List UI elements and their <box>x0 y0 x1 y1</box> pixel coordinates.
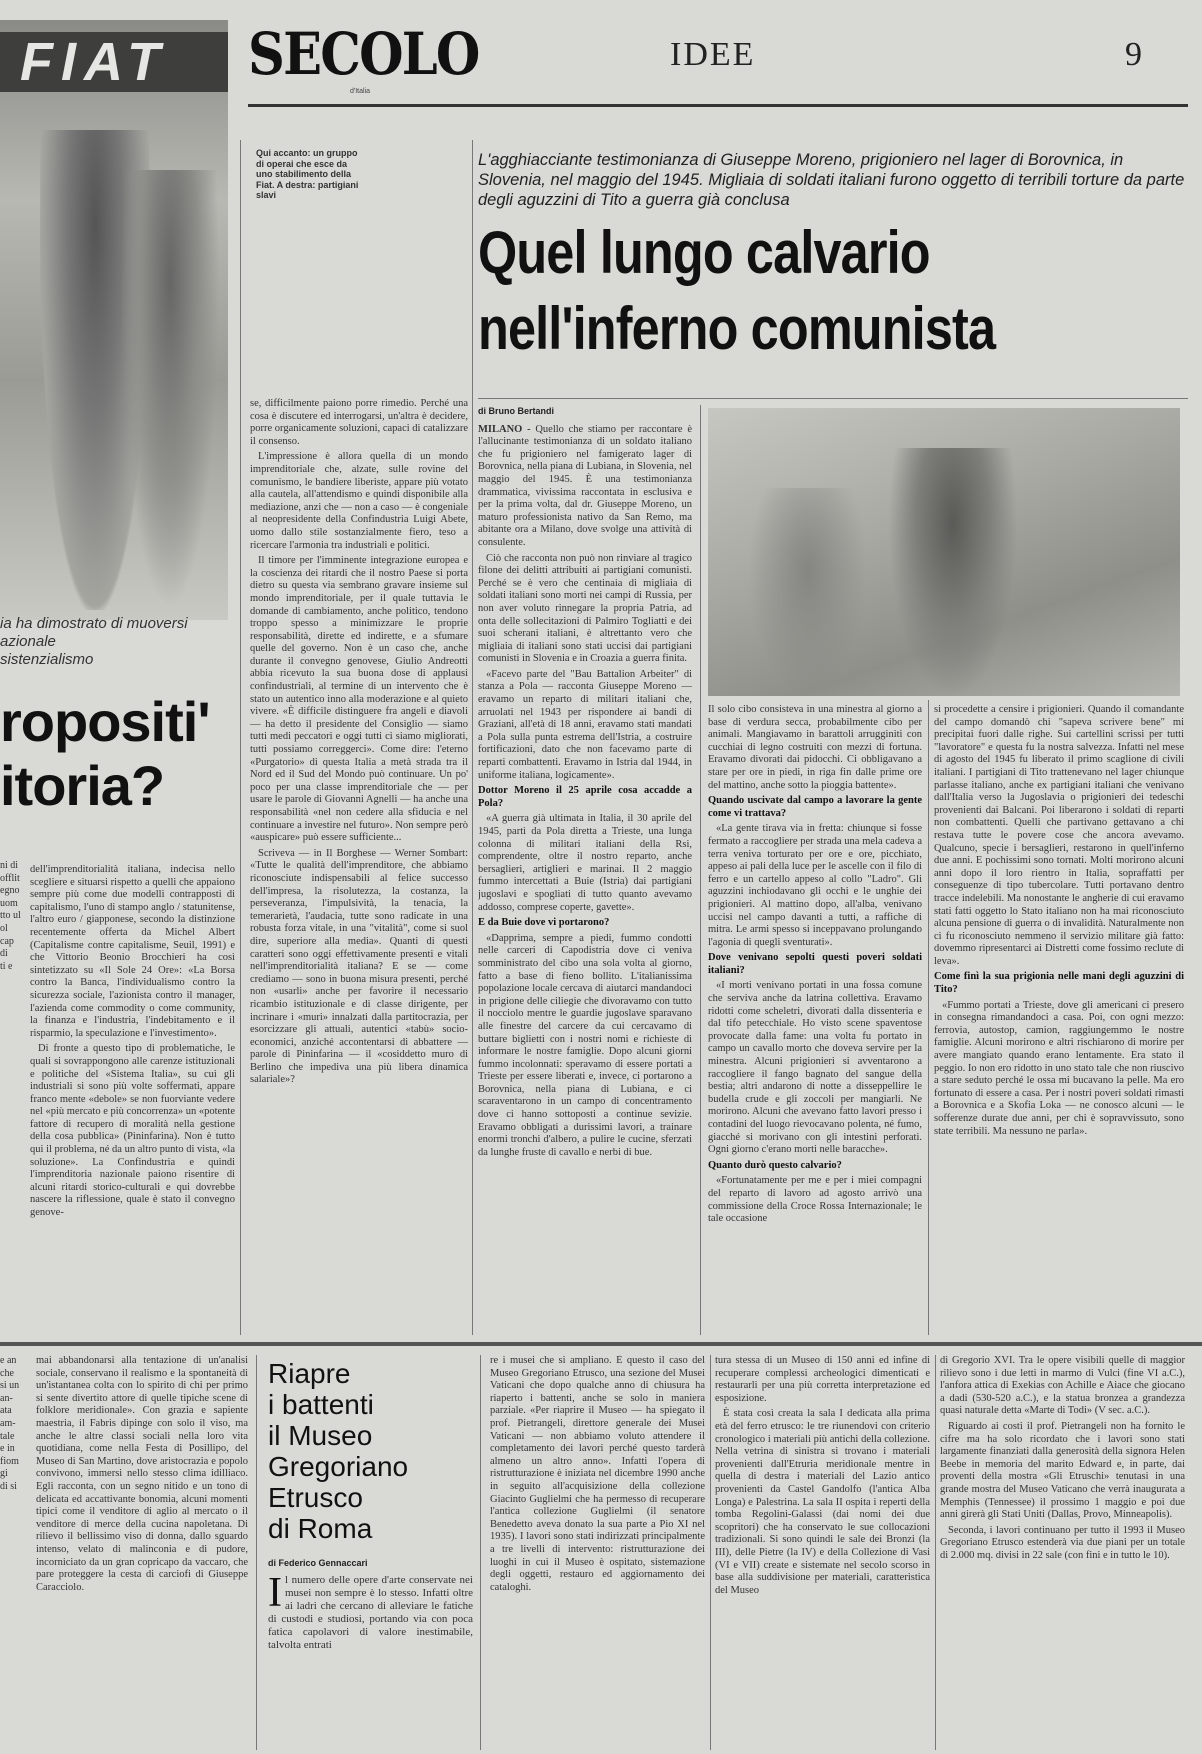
headline-line: nell'inferno comunista <box>478 295 996 362</box>
fragment: fiom <box>0 1455 19 1467</box>
opinion-column-b <box>30 864 235 1334</box>
paragraph: Il timore per l'imminente integrazione europea e la coscienza dei ritardi che il nostro Paese si porta dietro su questa via sembrano gravare insieme sul mondo imprenditoriale, per il quale tuttavia le domande di cambiamento, anche politico, tendono troppo spesso a minimizzare le proprie responsabilità, dirette ed indirette, e a sfumare quelle del governo. Non è un caso che, anche durante il convegno genovese, Giulio Andreotti abbia ricevuto la sua buona dose di applausi confindustriali, al termine di un intervento che è stato un autentico inno alla moderazione e al quieto vivere. «È difficile distinguere fra angeli e diavoli — ha detto il presidente del Consiglio — siamo tutti medi peccatori e oggi tutti ci siamo migliorati, tutti possiamo correggerci». Come dire: l'eterno «Purgatorio» di questa Italia a metà strada tra il Nord ed il Sud del Mondo può continuare. Un po' poco per una classe imprenditoriale che — per usare le parole di Giovanni Agnelli — ha anche una responsabilità «nel non cedere alla sfiducia e nel continuare a investire nel futuro». Non sempre però «auspicare» può essere sufficiente... <box>250 555 468 844</box>
headline-line: Riapre <box>268 1358 351 1389</box>
fragment: tale <box>0 1430 15 1442</box>
left-photo-workers <box>0 20 228 620</box>
paragraph: Ciò che racconta non può non rinviare al tragico filone dei delitti attribuiti ai partigiani comunisti. Perché se è vero che centinaia di migliaia di soldati italiani sono morti nei campi di Russia, per non aver voluto rinnegare la propria Patria, ad onta delle sollecitazioni di Palmiro Togliatti e dei suoi scherani italiani, è altrettanto vero che migliaia di italiani sono stati uccisi dai partigiani comunisti in Slovenia e in Croazia a guerra finita. <box>478 552 692 665</box>
main-column-1 <box>478 405 692 1335</box>
kicker-line: azionale <box>0 633 56 650</box>
paragraph: «Facevo parte del "Bau Battalion Arbeiter" di stanza a Pola — racconta Giuseppe Moreno — eravamo un reparto di militari italiani che, arruolati nel 1943 per rispondere ai bandi di Graziani, all'età di 18 anni, eravamo stati mandati a Pola sulla punta estrema dell'Istria, a costruire fortificazioni, dato che non facevamo parte di reparti combattenti. Eravamo in Istria dal 1944, in uniforme italiana, logicamente». <box>478 668 692 781</box>
headline-line: itoria? <box>0 754 165 817</box>
paragraph: Di fronte a questo tipo di problematiche, le quali si sovrappongono alle carenze istituzionali e politiche del «Sistema Italia», su cui gli industriali si sono più volte soffermati, appare franco mente «debole» se non fuorviante vedere nel «più mercato e più concorrenza» un «potente fattore di recupero di moralità nella gestione della cosa pubblica» (Pininfarina). Non è tutto qui il problema, né da un altro punto di vista, «la soluzione». La Confindustria e quindi l'imprenditoria nazionale paiono risentire di alcuni ritardi storico-culturali e qui dovrebbe nascere la riflessione, quale è stato il convegno genove- <box>30 1043 235 1219</box>
interview-question: Quanto durò questo calvario? <box>708 1159 842 1171</box>
fragment: e an <box>0 1355 17 1366</box>
fragment: che <box>0 1367 14 1379</box>
fragment: egno <box>0 885 20 897</box>
fragment: offlit <box>0 872 20 884</box>
paragraph: «La gente tirava via in fretta: chiunque si fosse fermato a raccogliere per strada una mela cadeva a terra veniva torturato per ore e ore, picchiato, appeso ai pali della luce per le ascelle con il filo di ferro e un cartello appeso al collo "Ladro". Gli aguzzini inchiodavano gli occhi e le unghie dei prigionieri. Al mattino dopo, all'alba, venivano uccisi nel campo davanti a tutti, a raffiche di mitra. Le armi spesso si inceppavano prolungando l'agonia di quegli sventurati». <box>708 823 922 948</box>
kicker-line: ia ha dimostrato di muoversi <box>0 615 188 632</box>
column-rule <box>700 405 701 1335</box>
paragraph: di Gregorio XVI. Tra le opere visibili quelle di maggior rilievo sono i due letti in marmo di Vulci (fine VI a.C.), l'anfora attica di Exekias con Achille e Aiace che giocano a dadi (530-520 a.C.), e la statua bronzea a grandezza quasi naturale detta «Marte di Todi» (V sec. a.C.). <box>940 1355 1185 1417</box>
museum-column-1 <box>490 1355 705 1750</box>
fragment: gi <box>0 1468 8 1480</box>
masthead-sub: d'Italia <box>350 88 371 95</box>
partisans-photo <box>708 408 1180 696</box>
fragment: di si <box>0 1480 17 1492</box>
dropcap: I <box>268 1574 282 1616</box>
column-rule <box>935 1355 936 1750</box>
paragraph: si procedette a censire i prigionieri. Quando il comandante del campo domandò chi "sapeva scrivere bene" mi precipitai fuori dalle righe. Sui cartellini scrissi per tutti "lavoratore" e questa fu la nostra salvezza. Infatti nel mese di agosto del 1945 fu liberato il primo scaglione di civili italiani. I partigiani di Tito trattenevano nel lager chiunque parlasse italiano, anche ex partigiani italiani che venivano dall'Italia verso la Jugoslavia o prigionieri dei tedeschi provenienti dai Balcani. Poi liberarono i soldati di reparti non combattenti. Quelli che partivano gettavano a chi restava tutte le povere cose che ancora avevamo. Qualcuno, specie i bersaglieri, restarono in quell'inferno due anni. E pochissimi sono tornati. Molti morirono alcuni anni dopo il loro rientro in Italia, sopraffatti per conseguenze di tipo tubercolare. Tutti portavano dentro tracce indelebili. Ma nonostante le angherie di cui eravamo stati fatti oggetto lo Stato italiano non ha mai riconosciuto alcuna pensione di guerra o di invalidità. Naturalmente non ci fu riconosciuto nemmeno il servizio militare già fatto: dovemmo ripresentarci ai Distretti come fossimo reclute di leva». <box>934 704 1184 967</box>
museum-column-2 <box>715 1355 930 1750</box>
fiat-sign: FIAT <box>0 32 228 92</box>
column-rule <box>256 1355 257 1750</box>
fragment: cap <box>0 935 14 947</box>
column-rule <box>480 1355 481 1750</box>
fragment: ol <box>0 922 8 934</box>
paragraph: Riguardo ai costi il prof. Pietrangeli non ha fornito le cifre ma ha solo ricordato che i lavori sono stati largamente finanziati dalla generosità della signora Helen Beebe in memoria del marito Edward e, in parte, dai proventi della mostra «Gli Etruschi» tenutasi in una grande mostra del Museo Vaticano che verrà inaugurata a Memphis (Tennessee) il prossimo 1 maggio e poi due anni girerà gli Stati Uniti (Dallas, Provo, Minneapolis). <box>940 1420 1185 1521</box>
kicker-line: sistenzialismo <box>0 651 94 668</box>
paragraph: «A guerra già ultimata in Italia, il 30 aprile del 1945, partì da Pola diretta a Trieste, una lunga colonna di militari italiani della Rsi, comprendente, oltre il nostro reparto, anche bersaglieri, artiglieri e marinai. Il 2 maggio fummo intercettati a Buie (Istria) dai partigiani jugoslavi e spogliati di tutto quanto avevamo addosso, comprese coperte, gavette». <box>478 813 692 913</box>
interview-question: Come finì la sua prigionia nelle mani degli aguzzini di Tito? <box>934 971 1184 996</box>
fragment: ata <box>0 1405 12 1417</box>
photo-caption: Qui accanto: un gruppo di operai che esce da uno stabilimento della Fiat. A destra: partigiani slavi <box>256 148 359 200</box>
main-column-2 <box>708 704 922 1334</box>
fragment: ti e <box>0 960 13 972</box>
paragraph: tura stessa di un Museo di 150 anni ed infine di recuperare complessi archeologici dimenticati e restaurarli per una più corretta interpretazione ed esposizione. <box>715 1355 930 1404</box>
left-kicker <box>0 615 228 669</box>
header-rule <box>248 104 1188 107</box>
museum-byline: di Federico Gennaccari <box>268 1558 368 1568</box>
fragment: uom <box>0 897 18 909</box>
fragment: an- <box>0 1392 13 1404</box>
paragraph: se, difficilmente paiono porre rimedio. Perché una cosa è discutere ed interrogarsi, un'altra è decidere, porre organicamente soluzioni, capaci di catalizzare il consenso. <box>250 398 468 447</box>
column-rule <box>240 140 241 1335</box>
opinion-column-a <box>250 398 468 1334</box>
headline-line: Quel lungo calvario <box>478 219 930 286</box>
paragraph: mai abbandonarsi alla tentazione di un'analisi sociale, conservano il realismo e la spontaneità di un'istantanea colta con lo spirito di chi per primo si sente divertito attore di quelle tipiche scene di folklore meridionale». Con grazia e sapiente maestria, il Fabris dipinge con solo il viso, ma anche le altre classi sociali nella loro vita quotidiana, come nella Festa di Posillipo, del Museo di San Martino, dove aristocrazia e popolo convivono, immersi nello stesso clima idilliaco. Egli racconta, con un segno nitido e un tono di delicata ed accattivante bonomia, alcuni momenti tipici come il venditore di aglio al mercato o il venditore di merce della cucina napoletana. Di rilievo il bellissimo viso di donna, dallo sguardo intenso, velato di malinconia e di pudore, incorniciato da un gran copricapo da vaccaro, che pare proteggere la cesta di carciofi di Giuseppe Caracciolo. <box>36 1355 248 1593</box>
interview-question: Dottor Moreno il 25 aprile cosa accadde a Pola? <box>478 785 692 809</box>
interview-question: Dove venivano sepolti questi poveri soldati italiani? <box>708 952 922 976</box>
headline-line: i battenti <box>268 1389 374 1420</box>
photo-figure <box>120 170 220 610</box>
section-title: IDEE <box>670 36 756 73</box>
fragment: si un <box>0 1380 20 1392</box>
paragraph: re i musei che si ampliano. È questo il caso del Museo Gregoriano Etrusco, una sezione del Musei Vaticani che dopo qualche anno di chiusura ha riaperto i battenti, anche se solo in maniera parziale. «Per riaprire il Museo — ha spiegato il prof. Pietrangeli, direttore generale dei Musei Vaticani — non abbiamo voluto attendere il completamento dei lavori perché questo tarderà almeno un altro anno». Infatti l'opera di ristrutturazione è iniziata nel dicembre 1990 anche in seguito all'acquisizione della collezione Giacinto Guglielmi che ha permesso di recuperare l'antica collezione Guglielmi (il senatore Benedetto aveva donato la sua parte a Pio XI nel 1935). I lavori sono stati indirizzati principalmente a tre livelli di intervento: ristrutturazione dei luoghi in cui il Museo è ospitato, sistemazione degli oggetti, restauro ed aggiornamento dei cataloghi. <box>490 1355 705 1593</box>
interview-question: E da Buie dove vi portarono? <box>478 917 610 929</box>
paragraph-text: Quello che stiamo per raccontare è l'allucinante testimonianza di un soldato italiano che fu prigioniero nel famigerato lager di Borovnica, nella piana di Lubiana, in Slovenia, nel maggio del 1945. È una testimonianza drammatica, vivissima raccontata in esclusiva e per la prima volta, dal dr. Giuseppe Moreno, un maturo professionista nativo da San Remo, ma abitante ora a Milano, dove svolge una attività di consulente. <box>478 423 692 548</box>
museum-column-3 <box>940 1355 1185 1750</box>
paragraph: Seconda, i lavori continuano per tutto il 1993 il Museo Gregoriano Etrusco estenderà via due piani per un totale di 2.000 mq. divisi in 22 sale (con fini e in tutto le 10). <box>940 1524 1185 1561</box>
photo-figure <box>748 488 868 696</box>
left-bottom-fragments <box>0 1355 22 1750</box>
main-headline <box>478 215 1079 367</box>
page-number: 9 <box>1125 36 1142 73</box>
column-rule <box>472 140 473 1335</box>
paragraph: «Dapprima, sempre a piedi, fummo condotti nelle carceri di Capodistria dove ci veniva somministrato del cibo una sola volta al giorno, fatto a base di fieno bollito. L'italianissima popolazione locale cercava di aiutarci mandandoci in prigione delle ciliegie che divoravamo con tutto il nocciolo mentre le guardie jugoslave sparavano alle finestre del carcere da cui cercavamo di buttare biglietti con i nostri nomi e richieste di informare le nostre famiglie. Dopo alcuni giorni fummo incolonnati: speravamo di essere portati a Trieste per essere liberati e, invece, ci portarono a Borovnica, nella piana di Lubiana, e ci scaraventarono in un campo di concentramento dove ci hanno sottoposti a continue sevizie. Eravamo obbligati a durissimi lavori, a trainare enormi tronchi d'albero, a pulire le cucine, sferzati da lunghe fruste di cavallo e nerbi di bue. <box>478 932 692 1158</box>
headline-line: ropositi' <box>0 690 210 753</box>
paragraph: «Fummo portati a Trieste, dove gli americani ci presero in consegna rimandandoci a casa. Poi, con ogni mezzo: ferrovia, autostop, camion, raggiungemmo le nostre famiglie. Alcuni morirono e altri rischiarono di morire per avere mangiato quando erano lentamente. Era stato il peggio. Io non ero ridotto in uno stato tale che non riuscivo a stare seduto perché le ossa mi bucavano la pelle. Ma ero fortunato di essere a casa. Per i nostri poveri soldati rimasti a Borovnica e a Skofia Loka — ne conosco alcuni — le sofferenze durate due anni, per chi è sopravvissuto, sono state terribili. Ma nessuno ne parla». <box>934 999 1184 1137</box>
fragment: am- <box>0 1417 16 1429</box>
paragraph: È stata così creata la sala I dedicata alla prima età del ferro etrusco: le tre riunendovi con criterio cronologico i materiali più antichi della collezione. Nella vetrina di sinistra si trovano i materiali provenienti dall'Etruria meridionale mentre in quella di destra i materiali del Lazio antico provenienti da Castel Gandolfo (l'antica Alba Longa) e Palestrina. La sala II ospita i reperti della tomba Regolini-Galassi (dai nomi dei due scopritori) che ha conservato le sue collocazioni tradizionali. Si sono quindi le sale dei Bronzi (la III), delle Pietre (la IV) e della Collezione di Vasi (VI e VII) create e sistemate nel secolo scorso in base alla suddivisione per materiali, caratteristica del Museo <box>715 1408 930 1596</box>
fragment: e in <box>0 1443 15 1455</box>
headline-line: il Museo <box>268 1420 373 1451</box>
fragment: tto ul <box>0 910 21 922</box>
article-deck: L'agghiacciante testimonianza di Giuseppe Moreno, prigioniero nel lager di Borovnica, in Slovenia, nel maggio del 1945. Migliaia di soldati italiani furono oggetto di terribili torture da parte degli aguzzini di Tito a guerra già conclusa <box>478 151 1185 209</box>
bottom-left-column <box>36 1355 248 1750</box>
section-rule <box>0 1342 1202 1346</box>
fragment: ni di <box>0 860 19 871</box>
interview-question: Quando uscivate dal campo a lavorare la gente come vi trattava? <box>708 795 922 819</box>
headline-rule <box>478 398 1188 399</box>
left-headline <box>0 690 228 818</box>
lead-text: l numero delle opere d'arte conservate nei musei non sempre è lo stesso. Infatti oltre ai ladri che cercano di alleviare le fatiche di custodi e studiosi, portando via con poca fatica capolavori di valore inestimabile, talvolta entrati <box>268 1574 473 1651</box>
byline: di Bruno Bertandi <box>478 406 554 416</box>
column-rule <box>928 700 929 1335</box>
paragraph: L'impressione è allora quella di un mondo imprenditoriale che, alzate, sulle rovine del comunismo, le bandiere liberiste, appare più votato alla cautela, all'attendismo e quindi disponibile alla mediazione, anzi che — non a caso — è congeniale al neopresidente della Confindustria Luigi Abete, uomo dallo stile sostanzialmente fiero, teso a ricercare l'armonia tra industriali e politici. <box>250 451 468 551</box>
museum-lead <box>268 1574 473 1750</box>
paragraph: «Fortunatamente per me e per i miei compagni del reparto di lavoro ad agosto arrivò una commissione della Croce Rossa Internazionale; le tale occasione <box>708 1175 922 1225</box>
headline-line: Etrusco <box>268 1482 363 1513</box>
column-rule <box>710 1355 711 1750</box>
headline-line: di Roma <box>268 1513 373 1544</box>
photo-figure <box>888 448 1018 696</box>
headline-line: Gregoriano <box>268 1451 409 1482</box>
dateline: MILANO - <box>478 423 531 435</box>
fragment: di <box>0 948 8 960</box>
paragraph: Il solo cibo consisteva in una minestra al giorno a base di verdura secca, probabilmente cibo per animali. Mangiavamo in barattoli arrugginiti con cucchiai di legno costruiti con mezzi di fortuna. Eravamo divorati dai pidocchi. Ci obbligavano a stare per ore in piedi, in riga fin dalle prime ore del mattino, anche sotto la pioggia battente». <box>708 704 922 791</box>
paragraph: «I morti venivano portati in una fossa comune che serviva anche da latrina collettiva. Eravamo ridotti come scheletri, divorati dalla dissenteria e dal tifo petecchiale. Ho visto scene spaventose provocate dalla fame: una volta fu portato in campo un cavallo morto che doveva servire per la minestra. Alcuni prigionieri si avventarono a raccogliere il fango bagnato del sangue della bestia; altri andarono di notte a disseppellire le budella crude e gli zoccoli per mangiarli. Ne morirono. Alcuni che avevano fatto lavori presso i contadini del luogo rievocavano polenta, né fumo, giacché si morivano con gli intestini perforati. Ogni giorno c'erano morti nelle baracche». <box>708 980 922 1156</box>
paragraph <box>478 424 692 550</box>
paragraph: Scriveva — in Il Borghese — Werner Sombart: «Tutte le qualità dell'imprenditore, che abbiamo riconosciute indispensabili al felice successo dell'impresa, la risolutezza, la costanza, la perseveranza, l'impulsività, la tenacia, la temerarietà, l'audacia, tutte sono radicate in una robusta forza vitale, in una "vitalità", come si suol dire, superiore alla media». Quanti di questi caratteri sono oggi effettivamente presenti e vitali nell'imprenditorialità italiana? E se — come crediamo — sono in buona misura presenti, perché non «usarli» anche per favorire il necessario ricambio istituzionale e di classe dirigente, per incrinare i «muri» innalzati dalla partitocrazia, per esorcizzare gli attuali, autentici «tabù» socio-economici, anziché accontentarsi di abbattere — parole di Pininfarina — il «cosiddetto muro di Berlino che impediva una più libera dinamica salariale»? <box>250 847 468 1086</box>
paragraph: dell'imprenditorialità italiana, indecisa nello scegliere e situarsi rispetto a quelli che appaiono sempre più come due modelli contrapposti di capitalismo, l'uno di stampo anglo / statunitense, l'altro euro / giapponese, secondo la distinzione recentemente offerta da Michel Albert (Capitalisme contre capitalisme, Seuil, 1991) e che Vittorio Beonio Brocchieri ha così sintetizzato su «Il Sole 24 Ore»: «La Borsa contro la Banca, l'individualismo contro la sicurezza sociale, l'azionista contro il manager, l'azienda come commodity o come community, la finanza e l'industria, l'indebitamento e il risparmio, la speculazione e l'investimento». <box>30 864 235 1039</box>
main-column-3 <box>934 704 1184 1334</box>
masthead: SECOLO <box>248 20 479 88</box>
left-fragment-column <box>0 860 22 1340</box>
museum-headline <box>268 1358 468 1544</box>
